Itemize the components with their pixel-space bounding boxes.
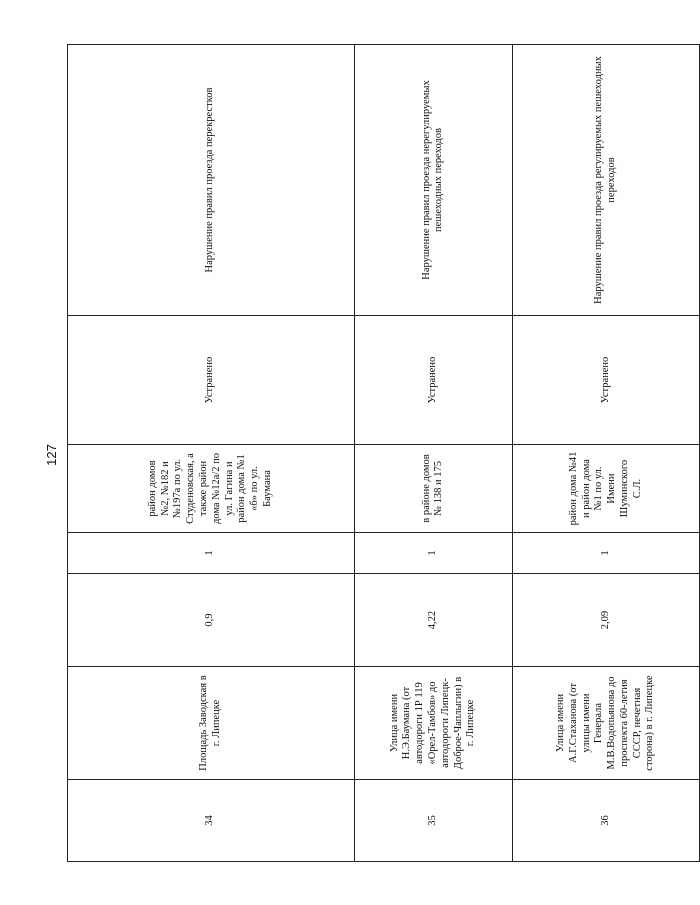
row-number-cell: 34 <box>68 780 355 862</box>
road-name-cell: Площадь Заводская в г. Липецке <box>68 667 355 780</box>
location-cell: в районе домов № 138 и 175 <box>354 445 513 533</box>
violation-cell: Нарушение правил проезда перекрестков <box>68 45 355 316</box>
length-cell: 0,9 <box>68 574 355 667</box>
status-cell: Устранено <box>513 316 700 445</box>
location-cell: район дома №41 и район дома №1 по ул. Имени Шуминского С.Л. <box>513 445 700 533</box>
accident-sites-table <box>67 44 700 862</box>
length-cell: 2,09 <box>513 574 700 667</box>
table-row <box>68 45 355 862</box>
status-cell: Устранено <box>354 316 513 445</box>
count-cell: 1 <box>68 533 355 574</box>
table-row <box>513 45 700 862</box>
row-number-cell: 36 <box>513 780 700 862</box>
count-cell: 1 <box>513 533 700 574</box>
status-cell: Устранено <box>68 316 355 445</box>
violation-cell: Нарушение правил проезда регулируемых пешеходных переходов <box>513 45 700 316</box>
road-name-cell: Улица имени А.Г.Стаханова (от улицы имени Генерала М.В.Водопьянова до проспекта 60-летия СССР, нечетная сторона) в г. Липецке <box>513 667 700 780</box>
table-row <box>354 45 513 862</box>
row-number-cell: 35 <box>354 780 513 862</box>
road-name-cell: Улица имени Н.Э.Баумана (от автодороги 1Р 119 «Орел-Тамбов» до автодороги Липецк-Доброе-Чаплыгин) в г. Липецке <box>354 667 513 780</box>
table-container <box>67 45 656 862</box>
violation-cell: Нарушение правил проезда нерегулируемых пешеходных переходов <box>354 45 513 316</box>
location-cell: район домов №2, №182 и №197а по ул. Студеновская, а также район дома №12а/2 по ул. Гагина и район дома №1 «б» по ул. Баумана <box>68 445 355 533</box>
count-cell: 1 <box>354 533 513 574</box>
page-number: 127 <box>43 444 59 466</box>
length-cell: 4,22 <box>354 574 513 667</box>
